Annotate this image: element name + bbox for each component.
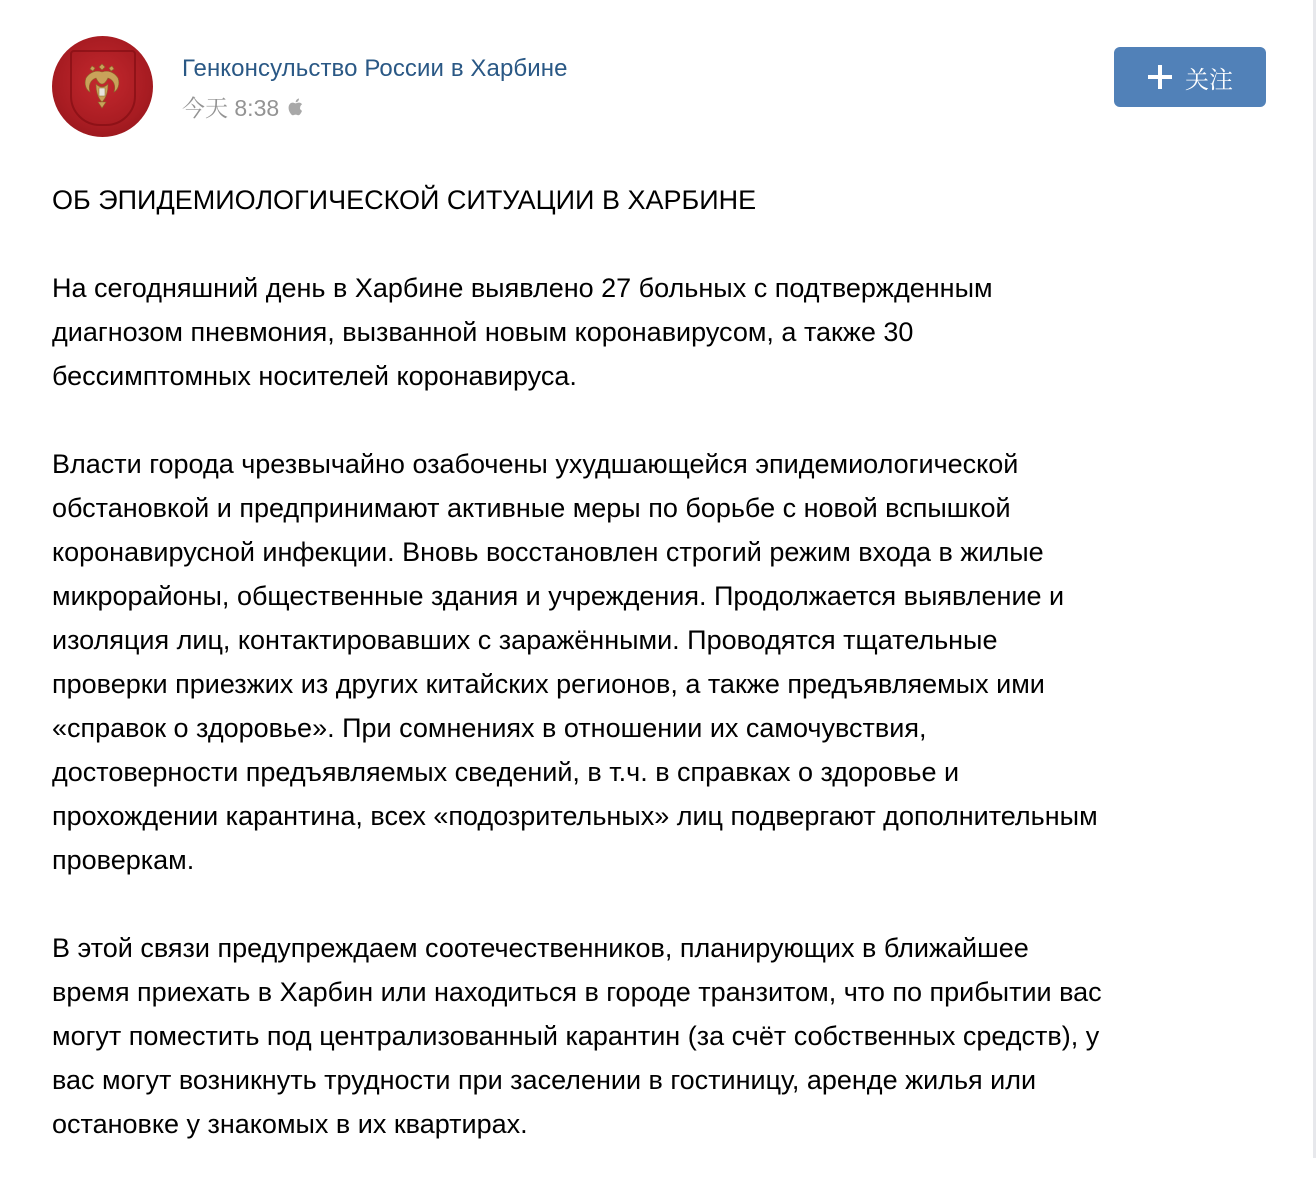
text-line: вас могут возникнуть трудности при заселении в гостиницу, аренде жилья или bbox=[52, 1065, 1037, 1095]
text-line: обстановкой и предпринимают активные меры по борьбе с новой вспышкой bbox=[52, 493, 1011, 523]
text-line: достоверности предъявляемых сведений, в т.ч. в справках о здоровье и bbox=[52, 757, 960, 787]
text-line: диагнозом пневмония, вызванной новым коронавирусом, а также 30 bbox=[52, 317, 914, 347]
text-line: изоляция лиц, контактировавших с заражёнными. Проводятся тщательные bbox=[52, 625, 998, 655]
double-headed-eagle-icon bbox=[78, 58, 126, 114]
text-line: На сегодняшний день в Харбине выявлено 27 больных с подтвержденным bbox=[52, 273, 993, 303]
text-line: проверки приезжих из других китайских регионов, а также предъявляемых ими bbox=[52, 669, 1045, 699]
post-body bbox=[52, 178, 1282, 1190]
apple-icon bbox=[287, 97, 305, 117]
text-line: проверкам. bbox=[52, 845, 195, 875]
text-line: микрорайоны, общественные здания и учреждения. Продолжается выявление и bbox=[52, 581, 1065, 611]
avatar[interactable] bbox=[52, 36, 153, 137]
text-line: могут поместить под централизованный карантин (за счёт собственных средств), у bbox=[52, 1021, 1100, 1051]
post-paragraph bbox=[52, 266, 1282, 398]
text-line: прохождении карантина, всех «подозрительных» лиц подвергают дополнительным bbox=[52, 801, 1098, 831]
post-header bbox=[0, 0, 1316, 150]
text-line: коронавирусной инфекции. Вновь восстановлен строгий режим входа в жилые bbox=[52, 537, 1044, 567]
text-line: «справок о здоровье». При сомнениях в отношении их самочувствия, bbox=[52, 713, 927, 743]
author-name-link[interactable]: Генконсульство России в Харбине bbox=[182, 55, 568, 82]
post-paragraph bbox=[52, 442, 1282, 882]
follow-button[interactable] bbox=[1114, 47, 1266, 107]
post-paragraph bbox=[52, 926, 1282, 1146]
text-line: Власти города чрезвычайно озабочены ухудшающейся эпидемиологической bbox=[52, 449, 1019, 479]
text-line: В этой связи предупреждаем соотечественников, планирующих в ближайшее bbox=[52, 933, 1029, 963]
plus-icon bbox=[1147, 64, 1173, 90]
text-line: остановке у знакомых в их квартирах. bbox=[52, 1109, 528, 1139]
text-line: бессимптомных носителей коронавируса. bbox=[52, 361, 577, 391]
follow-button-label: 关注 bbox=[1185, 66, 1233, 94]
text-line: время приехать в Харбин или находиться в городе транзитом, что по прибытии вас bbox=[52, 977, 1102, 1007]
post-time[interactable]: 今天 8:38 bbox=[182, 95, 280, 121]
post-title: ОБ ЭПИДЕМИОЛОГИЧЕСКОЙ СИТУАЦИИ В ХАРБИНЕ bbox=[52, 185, 757, 215]
post-meta bbox=[182, 90, 305, 123]
